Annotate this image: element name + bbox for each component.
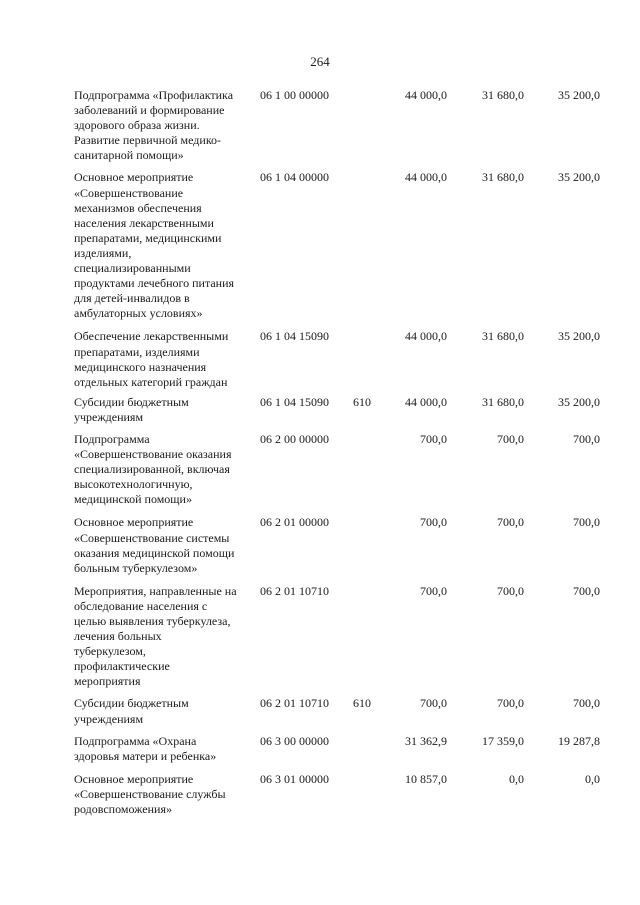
- row-code: 06 2 01 10710: [260, 583, 329, 598]
- table-row: [74, 88, 604, 163]
- row-value-3: 700,0: [573, 696, 600, 711]
- table-row: [74, 772, 604, 817]
- row-name: Основное мероприятие «Совершенствование службы родовспоможения»: [74, 771, 226, 817]
- row-code: 06 1 00 00000: [260, 88, 329, 102]
- row-name: Субсидии бюджетным учреждениям: [74, 394, 189, 424]
- table-row: [74, 696, 604, 726]
- row-code: 06 1 04 00000: [260, 170, 329, 185]
- row-value-2: 0,0: [509, 771, 524, 786]
- row-name: Подпрограмма «Профилактика заболеваний и формирование здорового образа жизни. Развитие первичной медико- санитарной помощи»: [74, 88, 234, 163]
- table-row: [74, 515, 604, 575]
- row-code: 06 3 01 00000: [260, 771, 329, 786]
- row-value-1: 10 857,0: [405, 771, 447, 786]
- table-row: [74, 329, 604, 389]
- row-value-3: 35 200,0: [558, 394, 600, 409]
- row-vr: 610: [353, 696, 371, 711]
- row-name: Подпрограмма «Охрана здоровья матери и ребенка»: [74, 733, 217, 763]
- row-value-2: 700,0: [497, 696, 524, 711]
- row-name: Основное мероприятие «Совершенствование системы оказания медицинской помощи больным туберкулезом»: [74, 515, 235, 575]
- table-row: [74, 734, 604, 764]
- row-value-1: 44 000,0: [405, 329, 447, 344]
- row-value-1: 700,0: [420, 515, 447, 530]
- table-row: [74, 432, 604, 507]
- row-value-1: 31 362,9: [405, 733, 447, 748]
- row-value-3: 0,0: [585, 771, 600, 786]
- row-value-3: 19 287,8: [558, 733, 600, 748]
- table-row: [74, 170, 604, 321]
- row-value-1: 44 000,0: [405, 88, 447, 102]
- row-code: 06 3 00 00000: [260, 733, 329, 748]
- row-value-3: 700,0: [573, 515, 600, 530]
- budget-table: [74, 88, 604, 817]
- row-vr: 610: [353, 394, 371, 409]
- row-value-3: 35 200,0: [558, 170, 600, 185]
- row-code: 06 1 04 15090: [260, 329, 329, 344]
- row-value-2: 31 680,0: [482, 329, 524, 344]
- page-number: 264: [310, 54, 330, 69]
- row-name: Подпрограмма «Совершенствование оказания специализированной, включая высокотехнологичную, медицинской помощи»: [74, 431, 232, 507]
- table-row: [74, 395, 604, 425]
- row-name: Мероприятия, направленные на обследование населения с целью выявления туберкулеза, лечения больных туберкулезом, профилактические мероприятия: [74, 583, 237, 689]
- row-value-1: 700,0: [420, 696, 447, 711]
- row-name: Основное мероприятие «Совершенствование механизмов обеспечения населения лекарственными препаратами, медицинскими изделиями, специализированными продуктами лечебного питания для детей-инвалидов в амбулаторных условиях»: [74, 170, 235, 321]
- table-row: [74, 584, 604, 690]
- row-value-2: 31 680,0: [482, 394, 524, 409]
- row-value-1: 700,0: [420, 431, 447, 446]
- row-code: 06 2 01 00000: [260, 515, 329, 530]
- row-value-3: 700,0: [573, 431, 600, 446]
- row-value-2: 31 680,0: [482, 170, 524, 185]
- row-value-3: 35 200,0: [558, 88, 600, 102]
- row-name: Обеспечение лекарственными препаратами, изделиями медицинского назначения отдельных категорий граждан: [74, 329, 229, 389]
- row-value-2: 700,0: [497, 515, 524, 530]
- row-value-3: 700,0: [573, 583, 600, 598]
- row-value-2: 700,0: [497, 431, 524, 446]
- row-value-1: 44 000,0: [405, 394, 447, 409]
- row-value-3: 35 200,0: [558, 329, 600, 344]
- row-value-2: 700,0: [497, 583, 524, 598]
- row-name: Субсидии бюджетным учреждениям: [74, 696, 189, 726]
- row-value-1: 44 000,0: [405, 170, 447, 185]
- row-code: 06 2 00 00000: [260, 431, 329, 446]
- row-code: 06 2 01 10710: [260, 696, 329, 711]
- row-value-2: 17 359,0: [482, 733, 524, 748]
- row-code: 06 1 04 15090: [260, 394, 329, 409]
- row-value-2: 31 680,0: [482, 88, 524, 102]
- row-value-1: 700,0: [420, 583, 447, 598]
